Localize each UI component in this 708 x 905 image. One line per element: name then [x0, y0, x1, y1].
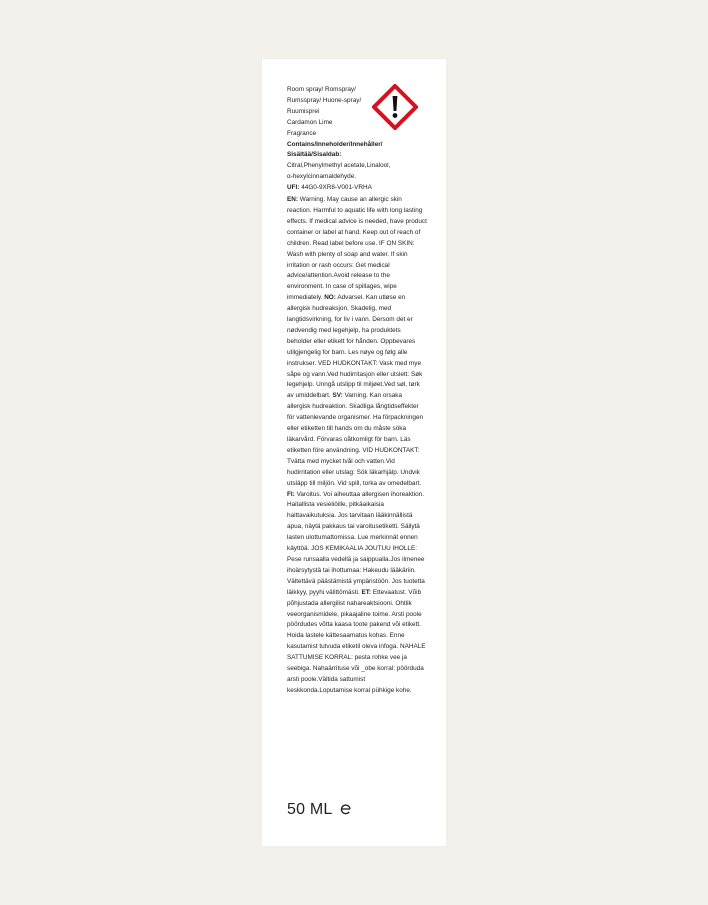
warning-en	[287, 195, 427, 697]
product-line-2: Rumsspray/ Huone-spray/	[287, 96, 362, 104]
ufi-line	[287, 183, 427, 194]
warning-sv-lang: SV:	[332, 392, 343, 400]
warning-no-lang: NO:	[324, 294, 336, 302]
warning-no-text: Advarsel. Kan utløse en allergisk hudreaksjon. Skadelig, med langtidsvirkning, for liv i vann. Dersom det er nødvendig med legehjelp, ha produktets beholder eller etikett for hånden. Oppbevares utilgjengelig for barn. Les nøye og følg alle instrukser. VED HUDKONTAKT: Vask med mye såpe og vann.Ved hudirritasjon eller utslett: Søk legehjelp. Unngå utslipp til miljøet.Ved søl, tørk av umiddelbart.	[287, 294, 423, 400]
volume-text: 50 ML	[287, 801, 332, 818]
ingredients-line-2: α-hexylcinnamaldehyde.	[287, 173, 357, 181]
warning-fi-text: Varoitus. Voi aiheuttaa allergisen ihoreaktion. Haitallista vesieliöille, pitkäaikaisia haittavaikutuksia. Jos tarvitaan lääkinnällistä apua, näytä pakkaus tai varoitusetiketti. Säilytä lasten ulottumattomissa. Lue merkinnät ennen käyttöä. JOS KEMIKAALIA JOUTUU IHOLLE: Pese runsaalla vedellä ja saippualla.Jos ilmenee ihoärsytystä tai ihottumaa: Hakeudu lääkäriin. Vältettävä päästämistä ympäristöön. Jos tuotetta läikkyy, pyyhi välittömästi.	[287, 490, 425, 596]
warning-et-lang: ET:	[361, 588, 372, 596]
product-name-block	[287, 85, 369, 140]
product-line-5: Fragrance	[287, 129, 317, 137]
product-line-1: Room spray/ Romspray/	[287, 86, 356, 93]
product-label	[262, 59, 446, 846]
contains-heading-2: Sisältää/Sisaldab:	[287, 151, 342, 159]
ufi-label: UFI:	[287, 184, 300, 192]
contains-heading-1: Contains/Inneholder/Innehåller/	[287, 140, 383, 148]
hazard-exclamation-icon	[372, 84, 418, 130]
warning-fi-lang: FI:	[287, 490, 295, 498]
label-content	[287, 85, 427, 697]
warning-en-text: Warning. May cause an allergic skin reaction. Harmful to aquatic life with long lasting effects. If medical advice is needed, have product container or label at hand. Keep out of reach of children. Read label before use. IF ON SKIN: Wash with plenty of soap and water. If skin irritation or rash occurs: Get medical advice/attention.Avoid release to the environment. In case of spillages, wipe immediately.	[287, 196, 427, 302]
ufi-code: 44G0-9XR8-V001-VRHA	[301, 184, 372, 192]
product-line-3: Ruumisprei	[287, 107, 320, 115]
volume-mark	[287, 801, 352, 819]
product-line-4: Cardamon Lime	[287, 118, 333, 126]
ingredients-line-1: Citral,Phenylmethyl acetate,Linalool,	[287, 162, 391, 170]
e-mark-icon	[340, 803, 352, 815]
warning-en-lang: EN:	[287, 196, 299, 204]
warning-sv-text: Varning. Kan orsaka allergisk hudreaktion. Skadliga långtidseffekter för vattenlevande organismer. Ha förpackningen eller etiketten till hands om du måste söka läkarvård. Förvaras oåtkomligt för barn. Läs etiketten före användning. VID HUDKONTAKT: Tvätta med mycket tvål och vatten.Vid hudirritation eller utslag: Sök läkarhjälp. Undvik utsläpp till miljön. Vid spill, torka av omedelbart.	[287, 392, 424, 487]
warning-et-text: Ettevaatust. Võib põhjustada allergilist nahareaktsiooni. Ohtlik veeorganismidele, pikaajaline toime. Arsti poole pöördudes võtta kaasa toote pakend või etikett. Hoida lastele kättesaamatus kohas. Enne kasutamist tutvuda etiketil oleva infoga. NAHALE SATTUMISE KORRAL: pesta rohke vee ja seebiga. Nahaärrituse või _obe korral: pöörduda arsti poole.Vältida sattumist keskkonda.Loputamise korral pühkige kohe.	[287, 588, 426, 694]
